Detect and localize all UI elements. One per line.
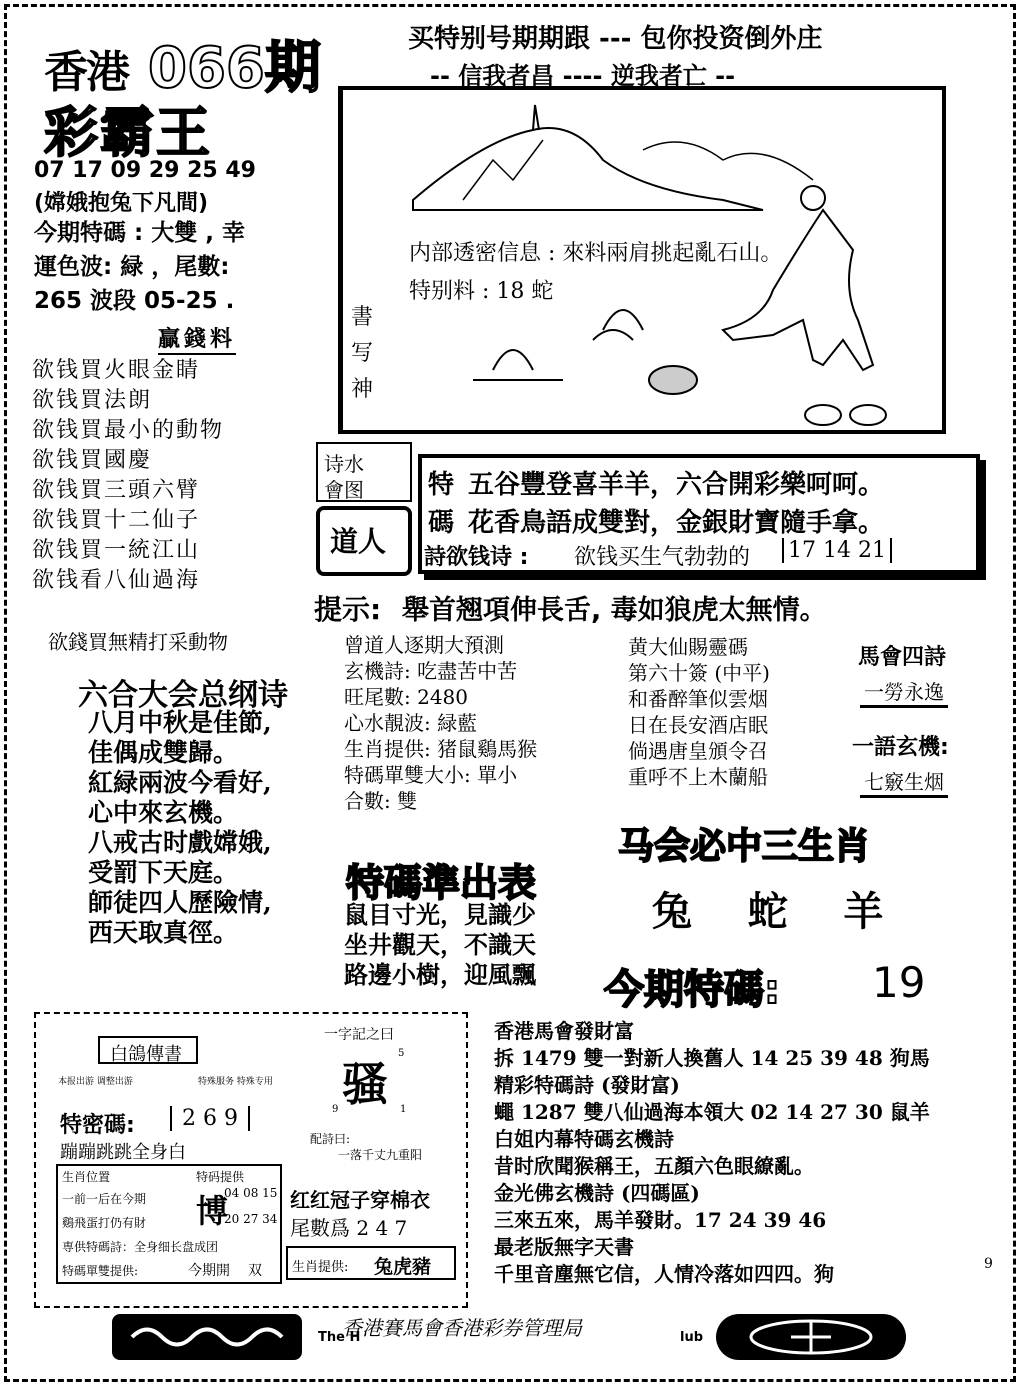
book-box [98, 1036, 198, 1064]
poem-line-2: 花香鳥語成雙對，金銀財寶隨手拿。 [468, 508, 885, 538]
word-char: 骚 [342, 1057, 388, 1111]
right-line: 香港馬會發財富 [494, 1019, 634, 1043]
footer-text: 香港賽馬會香港彩券管理局 [342, 1316, 582, 1340]
hint-label: 提示: [314, 593, 382, 626]
poem-label-3: 詩欲钱诗 : [424, 545, 529, 570]
huang-poem [628, 634, 770, 790]
single-value-2: 双 [248, 1263, 262, 1279]
single-label: 特碼單雙提供: [62, 1264, 139, 1278]
poem-label-2: 碼 [428, 508, 455, 538]
zodiac-label: 生肖提供: [292, 1260, 349, 1275]
today-label: 今期特碼: [604, 967, 780, 1013]
poem-line: 西天取真徑。 [88, 918, 239, 947]
stamp-top [316, 442, 412, 502]
bottom-left-block [34, 1012, 468, 1308]
zeng-line: 心水靚波: 緑藍 [344, 711, 478, 735]
special-info: 特别料 : 18 蛇 [409, 274, 553, 305]
right-line: 三來五來，馬羊發財。17 24 39 46 [494, 1208, 827, 1232]
poem-line: 紅緑兩波今看好, [88, 768, 272, 797]
win-title: 贏錢料 [158, 322, 236, 355]
list-item: 欲钱買一統江山 [32, 538, 201, 563]
list-item: 欲钱買三頭六臂 [32, 478, 201, 503]
list-item: 欲钱買十二仙子 [32, 508, 201, 533]
tip-label: 特码提供 [196, 1170, 245, 1184]
digit-1: 1 [400, 1104, 407, 1115]
summary-poem-lines [88, 708, 272, 948]
side-text: 書写神 [351, 305, 374, 402]
info-line: 今期特碼 : 大雙 , 幸 [34, 220, 245, 246]
three-zodiac-title: 马会必中三生肖 [618, 826, 871, 867]
tiny-2: 特殊服务 特殊专用 [198, 1077, 273, 1087]
page-number: 9 [984, 1256, 993, 1272]
pei-label: 配詩曰: [310, 1132, 351, 1146]
tip-nums-1: 04 08 15 [224, 1186, 278, 1200]
zodiac-value: 兔虎豬 [374, 1256, 432, 1278]
list-item: 欲钱買法朗 [32, 388, 153, 413]
table-line: 坐井觀天，不識天 [344, 930, 536, 959]
bottom-right-block [494, 1018, 930, 1288]
list-item: 欲钱看八仙過海 [32, 568, 201, 593]
info-line: 265 波段 05-25 . [34, 288, 235, 314]
issue-number: 066期 [148, 36, 321, 101]
info-line: 運色波: 緑 ，尾數: [34, 254, 230, 280]
right-line: 蠅 1287 雙八仙過海本領大 02 14 27 30 鼠羊 [494, 1100, 930, 1124]
ma-value-1: 一勞永逸 [860, 676, 948, 708]
secret-label: 特密碼: [60, 1113, 135, 1138]
footer-bar [112, 1312, 912, 1362]
pei-text: 一落千丈九重阳 [338, 1148, 423, 1162]
poem-line-3: 欲钱买生气勃勃的 [574, 545, 751, 570]
poem-line: 師徒四人歷險情, [88, 888, 272, 917]
right-line: 千里音塵無它信，人情冷落如四四。狗 [494, 1262, 834, 1286]
digit-9: 9 [332, 1104, 339, 1115]
info-lines [34, 216, 245, 318]
table-title: 特碼準出表 [346, 861, 537, 905]
position-1: 一前一后在今期 [62, 1192, 147, 1206]
picture-box [338, 86, 946, 434]
tip-nums-2: 20 27 34 [224, 1212, 278, 1226]
right-line: 金光佛玄機詩 (四碼區) [494, 1181, 700, 1205]
list-item: 欲钱買最小的動物 [32, 418, 225, 443]
today-value: 19 [872, 958, 926, 1007]
footer-left-logo-icon [112, 1314, 302, 1360]
huang-line: 黄大仙賜靈碼 [628, 635, 748, 659]
poem-label-1: 特 [428, 470, 455, 500]
table-line: 鼠目寸光，見識少 [344, 900, 536, 929]
stamp-text-a: 诗水 [324, 452, 364, 476]
lucky-numbers: 07 17 09 29 25 49 [34, 158, 256, 183]
huang-line: 和番醉筆似雲烟 [628, 687, 768, 711]
poem-line: 八戒古时戲嫦娥, [88, 828, 272, 857]
right-line: 拆 1479 雙一對新人換舊人 14 25 39 48 狗馬 [494, 1046, 930, 1070]
zeng-line: 旺尾數: 2480 [344, 685, 468, 709]
single-value-1: 今期開 [188, 1263, 230, 1279]
summary-poem-title: 六合大会总纲诗 [78, 678, 288, 713]
zeng-line: 玄機詩: 吃盡苦中苦 [344, 659, 518, 683]
slogan-1: 买特别号期期跟 --- 包你投资倒外庄 [408, 24, 823, 54]
list-item: 欲钱買國慶 [32, 448, 153, 473]
poem-line: 八月中秋是佳節, [88, 708, 272, 737]
right-line: 最老版無字天書 [494, 1235, 634, 1259]
huang-line: 重呼不上木蘭船 [628, 765, 768, 789]
list-item: 欲钱買火眼金睛 [32, 358, 201, 383]
zeng-line: 生肖提供: 猪鼠鷄馬猴 [344, 737, 538, 761]
zeng-line: 合數: 雙 [344, 789, 418, 813]
tail-text: 尾數爲 2 4 7 [290, 1216, 408, 1240]
brand: 香港 [44, 47, 128, 98]
stamp-text-b: 會图 [324, 478, 364, 502]
huang-line: 日在長安酒店眠 [628, 713, 768, 737]
stamp-bottom [316, 506, 412, 576]
poem-numbers: 17 14 21 [782, 538, 892, 563]
paper-name: 彩霸王 [44, 101, 212, 164]
zeng-line: 特碼單雙大小: 單小 [344, 763, 518, 787]
three-zodiac: 兔 蛇 羊 [652, 889, 884, 935]
secret-value: 2 6 9 [170, 1106, 250, 1131]
internal-info: 内部透密信息 : 來料兩肩挑起亂石山。 [409, 236, 782, 267]
service-text: 専供特碼詩：全身细长盘成团 [62, 1240, 219, 1254]
right-line: 昔时欣聞猴稱王，五顏六色眼繚亂。 [494, 1154, 814, 1178]
poem-line-1: 五谷豐登喜羊羊，六合開彩樂呵呵。 [468, 470, 885, 500]
win-list [32, 356, 224, 596]
stamp [316, 442, 412, 576]
ma-title-2: 一語玄機: [852, 735, 949, 760]
secret-text: 蹦蹦跳跳全身白 [60, 1142, 186, 1163]
slogan-2: -- 信我者昌 ---- 逆我者亡 -- [430, 62, 736, 90]
position-box [56, 1164, 282, 1284]
ma-title-1: 馬會四詩 [858, 645, 947, 670]
position-label: 生肖位置 [62, 1170, 111, 1184]
poem-line: 佳偶成雙歸。 [88, 738, 239, 767]
zeng-line: 曾道人逐期大預測 [344, 633, 504, 657]
huang-line: 倘遇唐皇頒令召 [628, 739, 768, 763]
digit-5: 5 [398, 1048, 405, 1059]
word-title: 一字記之曰 [324, 1027, 394, 1043]
book-title: 白鴿傳書 [110, 1044, 182, 1065]
right-line: 精彩特碼詩 (發財富) [494, 1073, 680, 1097]
poem-line: 心中來玄機。 [88, 798, 239, 827]
table-line: 路邊小樹，迎風飄 [344, 960, 536, 989]
zodiac-box [286, 1246, 456, 1280]
info-subtitle: (嫦娥抱兔下凡間) [34, 191, 209, 216]
zeng-prediction [344, 632, 537, 814]
poem-box [418, 454, 980, 574]
big-char: 博 [196, 1192, 229, 1230]
tiny-1: 本报出游 调整出游 [58, 1077, 133, 1087]
footer-right-en: lub [680, 1330, 704, 1345]
footer-left-en: The H [318, 1330, 361, 1345]
footer-right-logo-icon [716, 1314, 906, 1360]
position-2: 鷄飛蛋打仍有財 [62, 1216, 147, 1230]
ma-value-2: 七竅生烟 [860, 766, 948, 798]
stamp-text-c: 道人 [330, 525, 387, 558]
hint-text: 舉首翘項伸長舌, 毒如狼虎太無情。 [402, 595, 827, 626]
huang-line: 第六十簽 (中平) [628, 661, 770, 685]
poem-line: 受罰下天庭。 [88, 858, 239, 887]
win-extra: 欲錢買無精打采動物 [48, 630, 228, 654]
red-text: 红红冠子穿棉衣 [290, 1188, 430, 1212]
right-line: 白姐内幕特碼玄機詩 [494, 1127, 674, 1151]
table-lines [344, 900, 536, 990]
